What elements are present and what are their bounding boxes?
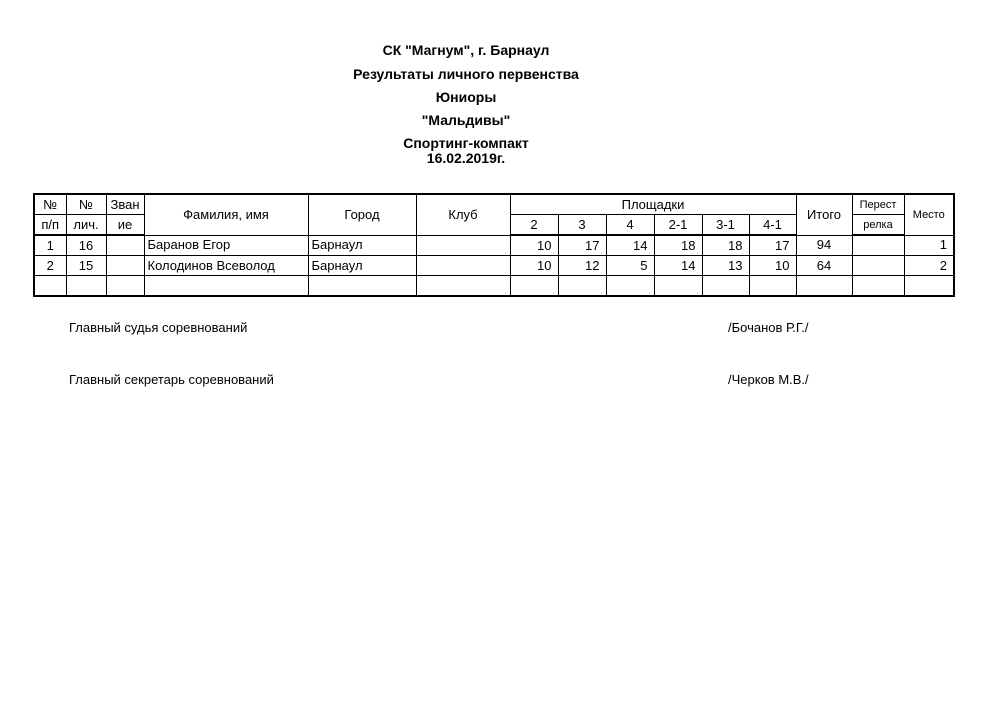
cell-rank — [106, 235, 144, 256]
header-discipline: Спортинг-компакт — [403, 135, 529, 151]
table-row — [34, 256, 954, 276]
cell-city: Барнаул — [308, 256, 416, 276]
header-ground-2-1: 2-1 — [654, 215, 702, 236]
header-num-top: № — [34, 194, 66, 215]
empty-cell — [144, 276, 308, 297]
header-name: Фамилия, имя — [144, 194, 308, 235]
header-total: Итого — [796, 194, 852, 235]
judge-label: Главный судья соревнований — [69, 320, 248, 335]
header-ground-3-1: 3-1 — [702, 215, 749, 236]
empty-cell — [749, 276, 796, 297]
header-lic-bottom: лич. — [66, 215, 106, 236]
header-shootoff-bottom: релка — [852, 215, 904, 236]
empty-cell — [416, 276, 510, 297]
header-event: "Мальдивы" — [421, 112, 511, 128]
empty-cell — [106, 276, 144, 297]
header-num-bottom: п/п — [34, 215, 66, 236]
header-shootoff-top: Перест — [852, 194, 904, 215]
empty-cell — [904, 276, 954, 297]
cell-club — [416, 235, 510, 256]
cell-place: 2 — [904, 256, 954, 276]
cell-name: Колодинов Всеволод — [144, 256, 308, 276]
cell-num: 2 — [34, 256, 66, 276]
cell-score-4: 5 — [606, 256, 654, 276]
empty-cell — [654, 276, 702, 297]
cell-score-4-1: 10 — [749, 256, 796, 276]
empty-cell — [66, 276, 106, 297]
empty-cell — [702, 276, 749, 297]
empty-cell — [796, 276, 852, 297]
cell-rank — [106, 256, 144, 276]
cell-score-2-1: 18 — [654, 235, 702, 256]
empty-cell — [308, 276, 416, 297]
cell-score-4: 14 — [606, 235, 654, 256]
cell-score-2-1: 14 — [654, 256, 702, 276]
cell-name: Баранов Егор — [144, 235, 308, 256]
header-ground-4: 4 — [606, 215, 654, 236]
cell-lic: 16 — [66, 235, 106, 256]
header-city: Город — [308, 194, 416, 235]
cell-score-3-1: 13 — [702, 256, 749, 276]
empty-cell — [606, 276, 654, 297]
header-org: СК "Магнум", г. Барнаул — [382, 42, 550, 58]
judge-name: /Бочанов Р.Г./ — [728, 320, 809, 335]
cell-club — [416, 256, 510, 276]
empty-cell — [852, 276, 904, 297]
cell-lic: 15 — [66, 256, 106, 276]
cell-score-2: 10 — [510, 256, 558, 276]
header-rank-top: Зван — [106, 194, 144, 215]
table-header-row-1 — [34, 194, 954, 215]
cell-score-3-1: 18 — [702, 235, 749, 256]
cell-score-2: 10 — [510, 235, 558, 256]
cell-place: 1 — [904, 235, 954, 256]
header-date: 16.02.2019г. — [426, 150, 506, 166]
secretary-name: /Черков М.В./ — [728, 372, 809, 387]
cell-num: 1 — [34, 235, 66, 256]
cell-score-3: 12 — [558, 256, 606, 276]
cell-score-4-1: 17 — [749, 235, 796, 256]
table-row — [34, 235, 954, 256]
header-club: Клуб — [416, 194, 510, 235]
header-rank-bottom: ие — [106, 215, 144, 236]
header-grounds: Площадки — [510, 194, 796, 215]
header-results: Результаты личного первенства — [353, 66, 579, 82]
cell-score-3: 17 — [558, 235, 606, 256]
header-category: Юниоры — [435, 89, 497, 105]
cell-shootoff — [852, 235, 904, 256]
results-table — [33, 193, 955, 297]
header-lic-top: № — [66, 194, 106, 215]
header-place: Место — [904, 194, 954, 235]
header-ground-4-1: 4-1 — [749, 215, 796, 236]
table-row-empty — [34, 276, 954, 297]
header-ground-3: 3 — [558, 215, 606, 236]
cell-total: 64 — [796, 256, 852, 276]
empty-cell — [558, 276, 606, 297]
header-ground-2: 2 — [510, 215, 558, 236]
secretary-label: Главный секретарь соревнований — [69, 372, 274, 387]
cell-shootoff — [852, 256, 904, 276]
empty-cell — [510, 276, 558, 297]
cell-city: Барнаул — [308, 235, 416, 256]
empty-cell — [34, 276, 66, 297]
cell-total: 94 — [796, 235, 852, 256]
